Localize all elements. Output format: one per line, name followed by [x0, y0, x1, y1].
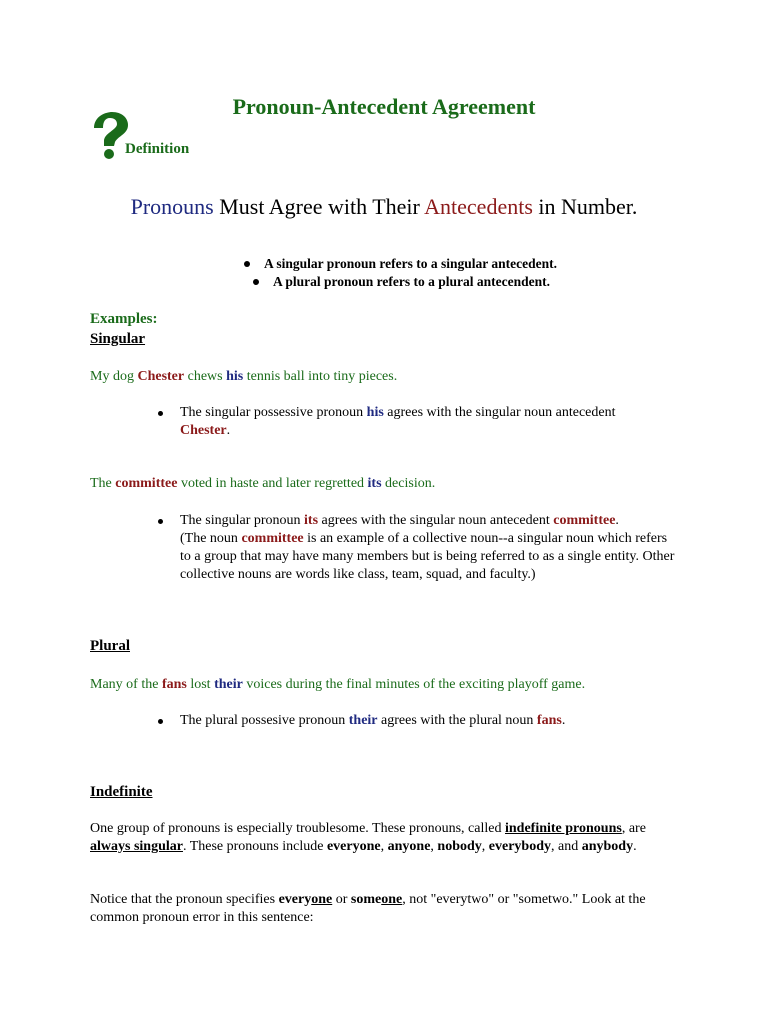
keyword: every	[278, 892, 312, 907]
rule-item	[244, 256, 557, 272]
singular-note-1	[180, 404, 660, 440]
page-title: Pronoun-Antecedent Agreement	[232, 94, 536, 119]
indefinite-paragraph-2	[90, 891, 680, 927]
text: agrees with the plural noun	[377, 713, 537, 728]
definition-link[interactable]: Definition	[125, 141, 190, 157]
text: agrees with the singular noun antecedent	[318, 513, 554, 528]
text: , and	[551, 839, 582, 854]
text: ,	[481, 839, 489, 854]
headline	[0, 194, 768, 220]
text: .	[561, 713, 566, 728]
keyword: indefinite pronouns	[504, 821, 622, 836]
pronoun: anyone	[387, 839, 431, 854]
text: or	[332, 892, 351, 907]
headline-pronouns: Pronouns	[130, 194, 214, 219]
text: .	[615, 513, 619, 528]
headline-text: Must Agree with Their	[213, 194, 425, 219]
text: One group of pronouns is especially troublesome. These pronouns, called	[90, 821, 505, 836]
bullet-icon	[158, 411, 163, 416]
pronoun: its	[367, 476, 382, 491]
text: .	[226, 423, 231, 438]
text: voted in haste and later regretted	[177, 476, 368, 491]
indefinite-heading: Indefinite	[90, 784, 153, 800]
bullet-icon	[158, 519, 163, 524]
text: The plural possesive pronoun	[180, 713, 349, 728]
noun: fans	[536, 713, 562, 728]
text: Notice that the pronoun specifies	[90, 892, 279, 907]
keyword: one	[381, 892, 403, 907]
pronoun: anybody	[581, 839, 634, 854]
noun: fans	[161, 677, 187, 692]
plural-note-1	[180, 712, 680, 730]
text: chews	[184, 369, 227, 384]
pronoun: nobody	[437, 839, 482, 854]
text: ,	[430, 839, 438, 854]
headline-antecedents: Antecedents	[424, 194, 533, 219]
bullet-icon	[253, 279, 259, 285]
text: Many of the	[90, 677, 162, 692]
pronoun: its	[304, 513, 319, 528]
text: agrees with the singular noun antecedent	[383, 405, 616, 420]
bullet-icon	[158, 719, 163, 724]
text: The singular pronoun	[180, 513, 305, 528]
singular-example-1	[90, 368, 397, 386]
pronoun: their	[348, 713, 378, 728]
examples-label: Examples:	[90, 311, 158, 327]
rule-text: A plural pronoun refers to a plural antecendent.	[273, 274, 551, 289]
text: , are	[621, 821, 646, 836]
text: decision.	[381, 476, 436, 491]
keyword: always singular	[90, 839, 183, 854]
noun: committee	[115, 476, 178, 491]
text: , not "everytwo" or "sometwo." Look at the common pronoun error in this sentence:	[90, 892, 646, 925]
question-mark-icon	[88, 112, 130, 160]
noun: committee	[241, 531, 304, 546]
noun: Chester	[137, 369, 185, 384]
singular-note-2	[180, 512, 675, 584]
pronoun: everybody	[488, 839, 551, 854]
text: is an example of a collective noun--a singular noun which refers to a group that may have many members but is being referred to as a single entity. Other collective nouns are words like class, team, squad, and faculty.)	[180, 531, 675, 582]
text: ,	[380, 839, 388, 854]
text: voices during the final minutes of the exciting playoff game.	[242, 677, 586, 692]
headline-text-end: in Number.	[532, 194, 638, 219]
bullet-icon	[244, 261, 250, 267]
keyword: some	[350, 892, 382, 907]
keyword: one	[311, 892, 333, 907]
singular-heading: Singular	[90, 331, 146, 347]
text: The singular possessive pronoun	[180, 405, 367, 420]
pronoun: everyone	[326, 839, 381, 854]
text: tennis ball into tiny pieces.	[243, 369, 398, 384]
text: The	[90, 476, 116, 491]
text: . These pronouns include	[182, 839, 327, 854]
noun: committee	[553, 513, 616, 528]
text: (The noun	[180, 531, 242, 546]
singular-example-2	[90, 475, 435, 493]
plural-example-1	[90, 676, 585, 694]
rule-item	[253, 274, 550, 290]
pronoun: his	[226, 369, 244, 384]
indefinite-paragraph-1	[90, 820, 650, 856]
text: My dog	[90, 369, 138, 384]
pronoun: his	[366, 405, 384, 420]
pronoun: their	[214, 677, 243, 692]
noun: Chester	[180, 423, 227, 438]
plural-heading: Plural	[90, 638, 130, 654]
text: .	[633, 839, 637, 854]
rule-text: A singular pronoun refers to a singular antecedent.	[264, 256, 558, 271]
text: lost	[186, 677, 215, 692]
